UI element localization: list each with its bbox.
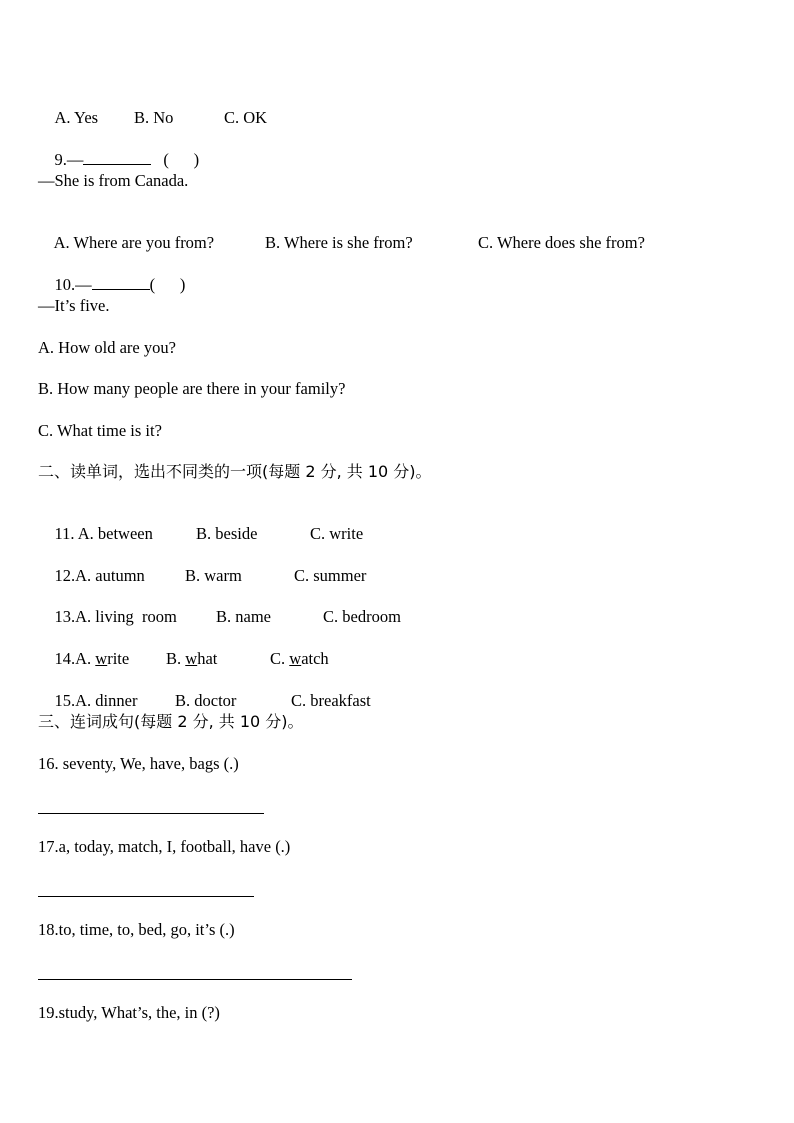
- q10-option-a: A. How old are you?: [38, 338, 176, 357]
- q17-prompt: 17.a, today, match, I, football, have (.): [38, 837, 291, 856]
- q9-reply: —She is from Canada.: [38, 171, 189, 190]
- q12-option-c: C. summer: [294, 566, 367, 585]
- q17-answer-line[interactable]: [38, 896, 254, 897]
- q9-option-c: C. Where does she from?: [478, 233, 645, 252]
- q11-option-c: C. write: [310, 524, 364, 543]
- q16-prompt: 16. seventy, We, have, bags (.): [38, 754, 239, 773]
- q8-option-b: B. No: [134, 108, 174, 127]
- q9-option-b: B. Where is she from?: [265, 233, 413, 252]
- q11-option-b: B. beside: [196, 524, 258, 543]
- q12-number: 12.: [54, 566, 76, 585]
- q14-option-a: A. write: [75, 649, 130, 668]
- q10-paren: ( ): [149, 275, 186, 294]
- q10-option-c: C. What time is it?: [38, 421, 162, 440]
- q10-answer-blank[interactable]: [92, 275, 150, 290]
- section3-title: 三、连词成句(每题 2 分, 共 10 分)。: [38, 712, 304, 731]
- q13-option-c: C. bedroom: [323, 607, 401, 626]
- q18-prompt: 18.to, time, to, bed, go, it’s (.): [38, 920, 235, 939]
- q13-option-b: B. name: [216, 607, 271, 626]
- q15-option-b: B. doctor: [175, 691, 237, 710]
- q13-option-a: A. living room: [75, 607, 177, 626]
- q10-number: 10.—: [54, 275, 92, 294]
- section2-title: 二、读单词，选出不同类的一项(每题 2 分, 共 10 分)。: [38, 462, 432, 481]
- q13-number: 13.: [54, 607, 76, 626]
- q15-option-a: A. dinner: [75, 691, 138, 710]
- q12-option-a: A. autumn: [75, 566, 145, 585]
- q11-option-a: A. between: [77, 524, 153, 543]
- q12-option-b: B. warm: [185, 566, 242, 585]
- q10-reply: —It’s five.: [38, 296, 110, 315]
- q19-prompt: 19.study, What’s, the, in (?): [38, 1003, 220, 1022]
- q15-number: 15.: [54, 691, 76, 710]
- q14-option-b: B. what: [166, 649, 218, 668]
- q14-number: 14.: [54, 649, 76, 668]
- q15-option-c: C. breakfast: [291, 691, 371, 710]
- q16-answer-line[interactable]: [38, 813, 264, 814]
- q18-answer-line[interactable]: [38, 979, 352, 980]
- q11-number: 11.: [54, 524, 78, 543]
- q9-option-a: A. Where are you from?: [53, 233, 215, 252]
- q8-option-c: C. OK: [224, 108, 268, 127]
- q10-option-b: B. How many people are there in your family?: [38, 379, 346, 398]
- q14-option-c: C. watch: [270, 649, 329, 668]
- q9-number: 9.—: [54, 150, 84, 169]
- q8-option-a: A. Yes: [54, 108, 99, 127]
- q9-paren: ( ): [163, 150, 200, 169]
- q9-answer-blank[interactable]: [83, 150, 151, 165]
